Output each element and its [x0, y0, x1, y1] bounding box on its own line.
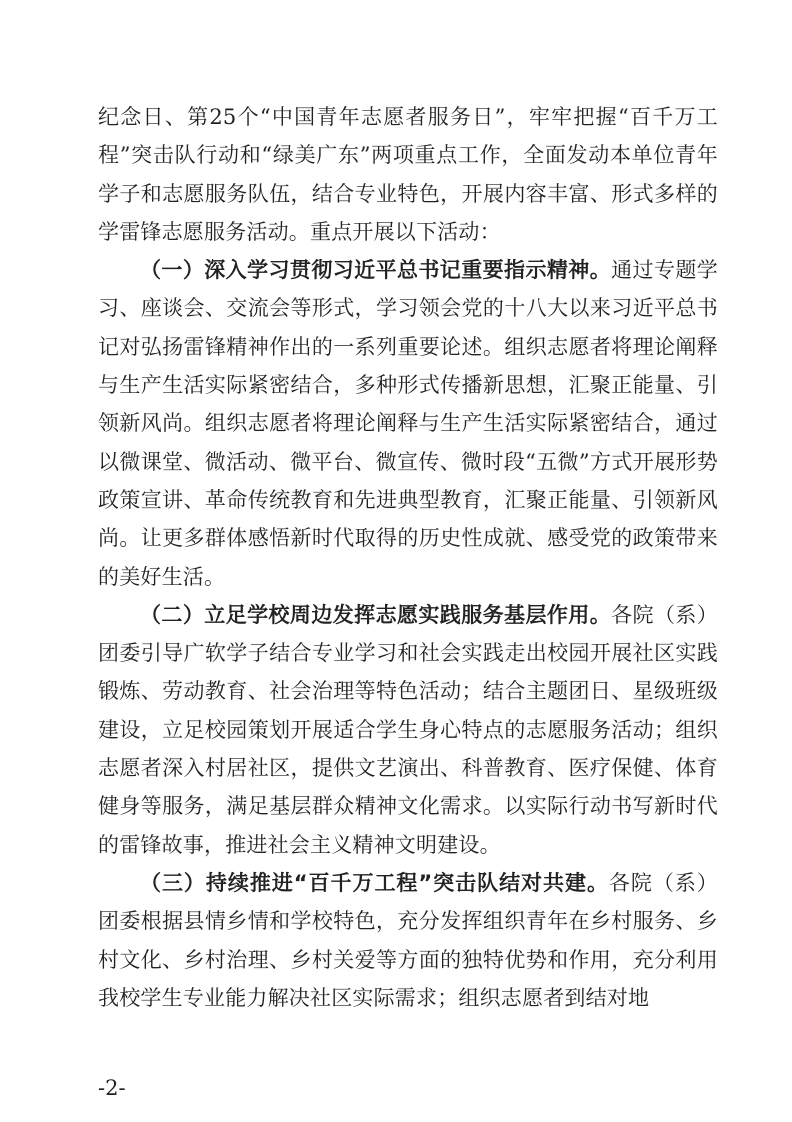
section-2-heading: （二）立足学校周边发挥志愿实践服务基层作用。 [140, 602, 612, 627]
section-2-text: 各院（系）团委引导广软学子结合专业学习和社会实践走出校园开展社区实践锻炼、劳动教育、社会治理等特色活动；结合主题团日、星级班级建设，立足校园策划开展适合学生身心特点的志愿服务活动；组织志愿者深入村居社区，提供文艺演出、科普教育、医疗保健、体育健身等服务，满足基层群众精神文化需求。以实际行动书写新时代的雷锋故事，推进社会主义精神文明建设。 [98, 602, 719, 857]
paragraph-section-3 [98, 864, 718, 1017]
page-number: -2- [98, 1076, 126, 1100]
document-body [98, 98, 718, 1017]
section-3-text: 各院（系）团委根据县情乡情和学校特色，充分发挥组织青年在乡村服务、乡村文化、乡村治理、乡村关爱等方面的独特优势和作用，充分利用我校学生专业能力解决社区实际需求；组织志愿者到结对地 [98, 870, 718, 1010]
paragraph-section-1 [98, 251, 718, 596]
section-3-heading: （三）持续推进“百千万工程”突击队结对共建。 [140, 870, 609, 895]
paragraph-intro-text: 纪念日、第25个“中国青年志愿者服务日”，牢牢把握“百千万工程”突击队行动和“绿美广东”两项重点工作，全面发动本单位青年学子和志愿服务队伍，结合专业特色，开展内容丰富、形式多样的学雷锋志愿服务活动。重点开展以下活动： [98, 105, 718, 244]
paragraph-section-2 [98, 596, 718, 864]
paragraph-intro [98, 98, 718, 251]
section-1-heading: （一）深入学习贯彻习近平总书记重要指示精神。 [140, 258, 612, 283]
section-1-text: 通过专题学习、座谈会、交流会等形式，学习领会党的十八大以来习近平总书记对弘扬雷锋精神作出的一系列重要论述。组织志愿者将理论阐释与生产生活实际紧密结合，多种形式传播新思想，汇聚正能量、引领新风尚。组织志愿者将理论阐释与生产生活实际紧密结合，通过以微课堂、微活动、微平台、微宣传、微时段“五微”方式开展形势政策宣讲、革命传统教育和先进典型教育，汇聚正能量、引领新风尚。让更多群体感悟新时代取得的历史性成就、感受党的政策带来的美好生活。 [98, 258, 719, 589]
